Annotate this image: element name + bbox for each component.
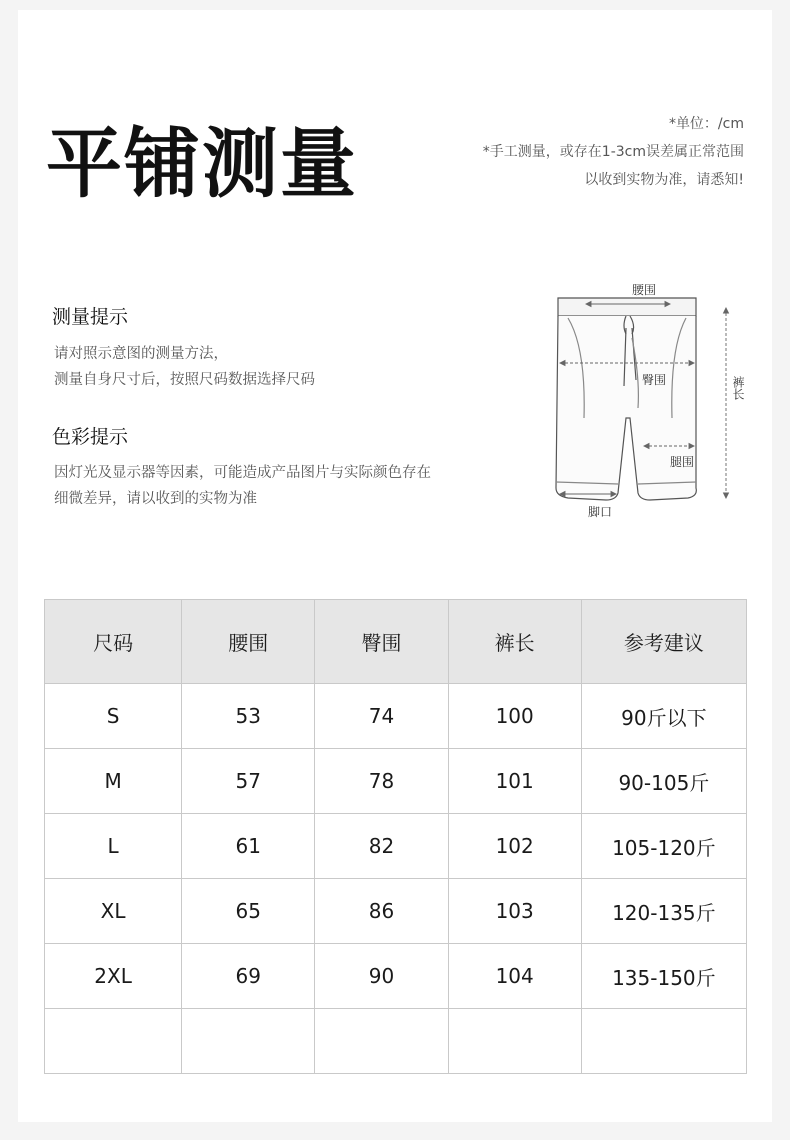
cell-waist: 61 <box>182 814 315 879</box>
table-row <box>45 814 747 879</box>
table-row <box>45 944 747 1009</box>
hem-label: 脚口 <box>587 505 613 518</box>
cell-recommendation: 90-105斤 <box>581 749 746 814</box>
note-confirm: 以收到实物为准，请悉知! <box>584 172 744 188</box>
header-recommendation: 参考建议 <box>581 600 746 684</box>
cell-size: L <box>45 814 182 879</box>
cell-recommendation: 90斤以下 <box>581 684 746 749</box>
table-row <box>45 749 747 814</box>
hip-label: 臀围 <box>641 373 667 387</box>
cell-size: 2XL <box>45 944 182 1009</box>
cell-recommendation <box>581 1009 746 1074</box>
table-row <box>45 684 747 749</box>
measure-tip-line: 请对照示意图的测量方法， <box>54 346 228 362</box>
thigh-label: 腿围 <box>669 455 695 469</box>
cell-waist: 57 <box>182 749 315 814</box>
cell-hip: 82 <box>315 814 448 879</box>
cell-size: S <box>45 684 182 749</box>
table-row <box>45 879 747 944</box>
cell-hip <box>315 1009 448 1074</box>
measure-tip-text <box>54 341 315 393</box>
color-tip-line: 因灯光及显示器等因素，可能造成产品图片与实际颜色存在 <box>54 465 431 481</box>
cell-waist <box>182 1009 315 1074</box>
cell-size <box>45 1009 182 1074</box>
table-row-empty <box>45 1009 747 1074</box>
cell-length: 101 <box>448 749 581 814</box>
cell-hip: 78 <box>315 749 448 814</box>
cell-recommendation: 120-135斤 <box>581 879 746 944</box>
measurement-notes <box>483 110 744 194</box>
color-tip-text <box>54 460 431 512</box>
cell-recommendation: 135-150斤 <box>581 944 746 1009</box>
cell-size: M <box>45 749 182 814</box>
page-title: 平铺测量 <box>46 119 358 208</box>
cell-length: 104 <box>448 944 581 1009</box>
table-header-row <box>45 600 747 684</box>
cell-length: 100 <box>448 684 581 749</box>
measure-tip-line: 测量自身尺寸后，按照尺码数据选择尺码 <box>54 372 315 388</box>
page-card <box>18 10 772 1122</box>
cell-waist: 69 <box>182 944 315 1009</box>
cell-size: XL <box>45 879 182 944</box>
waist-label: 腰围 <box>631 283 657 297</box>
note-unit: *单位：/cm <box>668 116 744 132</box>
note-error: *手工测量，或存在1-3cm误差属正常范围 <box>482 144 744 160</box>
header-size: 尺码 <box>45 600 182 684</box>
cell-length: 102 <box>448 814 581 879</box>
cell-hip: 74 <box>315 684 448 749</box>
header-waist: 腰围 <box>182 600 315 684</box>
cell-waist: 65 <box>182 879 315 944</box>
cell-length <box>448 1009 581 1074</box>
length-label: 裤长 <box>731 376 745 400</box>
cell-hip: 86 <box>315 879 448 944</box>
color-tip-line: 细微差异，请以收到的实物为准 <box>54 491 257 507</box>
shorts-measurement-diagram <box>546 268 746 518</box>
size-table <box>44 599 747 1074</box>
header-length: 裤长 <box>448 600 581 684</box>
cell-length: 103 <box>448 879 581 944</box>
cell-hip: 90 <box>315 944 448 1009</box>
color-tip-heading: 色彩提示 <box>52 426 129 448</box>
header-hip: 臀围 <box>315 600 448 684</box>
cell-waist: 53 <box>182 684 315 749</box>
measure-tip-heading: 测量提示 <box>52 306 129 328</box>
cell-recommendation: 105-120斤 <box>581 814 746 879</box>
